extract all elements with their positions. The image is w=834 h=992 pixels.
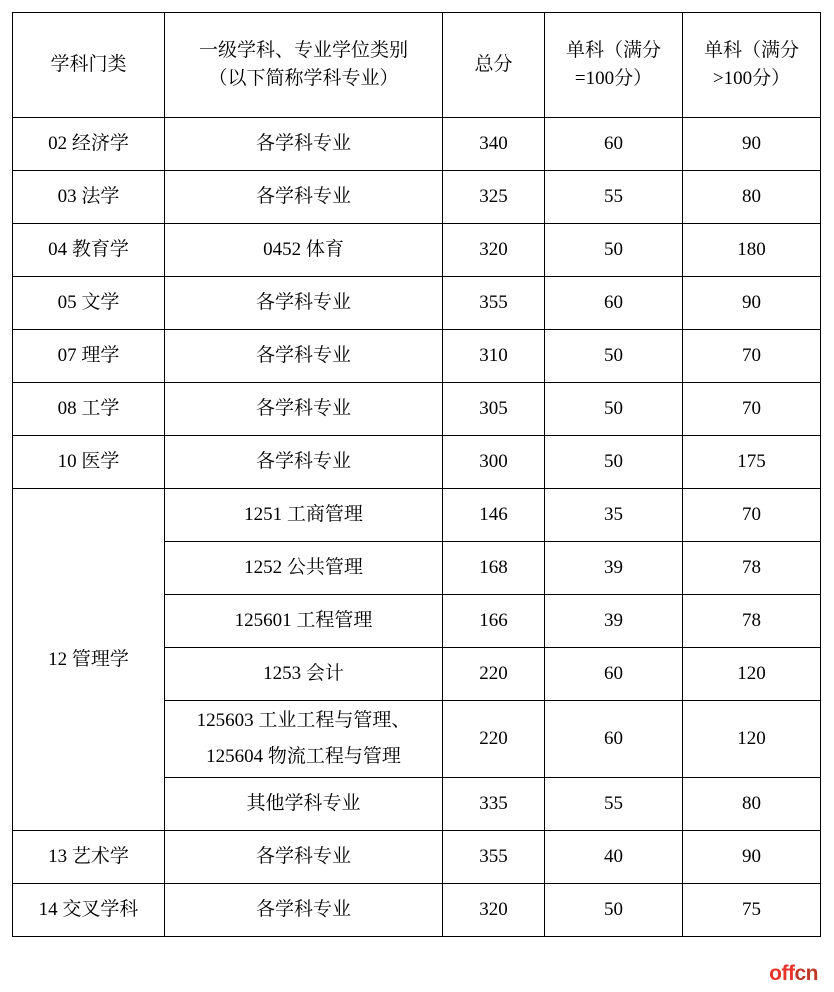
cell-category: 03 法学 (13, 171, 165, 224)
cell-single-gt100: 75 (683, 884, 821, 937)
table-row (13, 330, 821, 383)
header-category: 学科门类 (13, 13, 165, 118)
cell-category: 05 文学 (13, 277, 165, 330)
cell-single-eq100: 39 (545, 595, 683, 648)
cell-single-gt100: 180 (683, 224, 821, 277)
table-row (13, 489, 821, 542)
cell-category: 08 工学 (13, 383, 165, 436)
cell-single-eq100: 39 (545, 542, 683, 595)
table-row (13, 436, 821, 489)
table-header-row (13, 13, 821, 118)
cell-total: 220 (443, 701, 545, 778)
cell-total: 320 (443, 224, 545, 277)
cell-single-eq100: 50 (545, 383, 683, 436)
cell-category: 14 交叉学科 (13, 884, 165, 937)
table-row (13, 118, 821, 171)
cell-major: 1251 工商管理 (165, 489, 443, 542)
cell-single-eq100: 60 (545, 701, 683, 778)
cell-major: 1253 会计 (165, 648, 443, 701)
cell-single-gt100: 78 (683, 542, 821, 595)
cell-single-eq100: 55 (545, 778, 683, 831)
cell-single-eq100: 50 (545, 884, 683, 937)
cell-single-eq100: 60 (545, 648, 683, 701)
cell-single-eq100: 55 (545, 171, 683, 224)
cell-total: 168 (443, 542, 545, 595)
cell-single-gt100: 70 (683, 383, 821, 436)
cell-single-gt100: 80 (683, 778, 821, 831)
cell-total: 355 (443, 277, 545, 330)
cell-single-eq100: 50 (545, 330, 683, 383)
cell-single-gt100: 120 (683, 648, 821, 701)
cell-major: 各学科专业 (165, 831, 443, 884)
cell-single-gt100: 78 (683, 595, 821, 648)
cell-total: 340 (443, 118, 545, 171)
cell-single-eq100: 60 (545, 277, 683, 330)
cell-total: 166 (443, 595, 545, 648)
header-single-eq100-line1: 单科（满分 (565, 40, 661, 62)
header-major (165, 13, 443, 118)
cell-major: 其他学科专业 (165, 778, 443, 831)
cell-single-gt100: 90 (683, 277, 821, 330)
cell-single-gt100: 120 (683, 701, 821, 778)
cell-major (165, 701, 443, 778)
cell-major: 0452 体育 (165, 224, 443, 277)
header-total: 总分 (443, 13, 545, 118)
cell-major: 1252 公共管理 (165, 542, 443, 595)
cell-single-gt100: 90 (683, 118, 821, 171)
cell-single-eq100: 35 (545, 489, 683, 542)
cell-major: 各学科专业 (165, 171, 443, 224)
cell-category-management: 12 管理学 (13, 489, 165, 831)
cell-category: 02 经济学 (13, 118, 165, 171)
table-row (13, 383, 821, 436)
cell-major: 125601 工程管理 (165, 595, 443, 648)
cell-major: 各学科专业 (165, 277, 443, 330)
cell-single-eq100: 40 (545, 831, 683, 884)
cell-major: 各学科专业 (165, 330, 443, 383)
cell-category: 04 教育学 (13, 224, 165, 277)
table-row (13, 277, 821, 330)
cell-single-eq100: 60 (545, 118, 683, 171)
table-header (13, 13, 821, 118)
cell-single-eq100: 50 (545, 436, 683, 489)
header-major-line1: 一级学科、专业学位类别 (198, 40, 408, 62)
watermark (769, 962, 818, 986)
cell-major: 各学科专业 (165, 383, 443, 436)
header-single-eq100-line2: =100分） (574, 68, 653, 89)
cell-total: 305 (443, 383, 545, 436)
cell-major: 各学科专业 (165, 884, 443, 937)
table-body (13, 118, 821, 937)
watermark-part2: cn (794, 962, 818, 985)
cell-single-gt100: 70 (683, 330, 821, 383)
cell-single-gt100: 175 (683, 436, 821, 489)
cell-single-gt100: 90 (683, 831, 821, 884)
cell-total: 300 (443, 436, 545, 489)
cell-major: 各学科专业 (165, 436, 443, 489)
header-single-gt100 (683, 13, 821, 118)
cell-single-gt100: 80 (683, 171, 821, 224)
cell-total: 325 (443, 171, 545, 224)
header-single-eq100 (545, 13, 683, 118)
header-single-gt100-line2: >100分） (712, 68, 791, 89)
cell-category: 13 艺术学 (13, 831, 165, 884)
cell-major-line1: 125603 工业工程与管理、 (196, 710, 411, 731)
cell-category: 07 理学 (13, 330, 165, 383)
table-row (13, 831, 821, 884)
cell-single-gt100: 70 (683, 489, 821, 542)
cell-total: 320 (443, 884, 545, 937)
table-row (13, 224, 821, 277)
score-line-table-container (12, 12, 820, 937)
cell-major: 各学科专业 (165, 118, 443, 171)
cell-total: 355 (443, 831, 545, 884)
cell-total: 310 (443, 330, 545, 383)
cell-total: 146 (443, 489, 545, 542)
score-line-table (12, 12, 821, 937)
table-row (13, 171, 821, 224)
cell-category: 10 医学 (13, 436, 165, 489)
table-row (13, 884, 821, 937)
cell-total: 335 (443, 778, 545, 831)
header-major-line2: （以下简称学科专业） (208, 68, 399, 89)
cell-major-line2: 125604 物流工程与管理 (206, 746, 401, 768)
header-single-gt100-line1: 单科（满分 (703, 40, 799, 62)
cell-single-eq100: 50 (545, 224, 683, 277)
cell-total: 220 (443, 648, 545, 701)
watermark-part1: off (769, 962, 795, 985)
